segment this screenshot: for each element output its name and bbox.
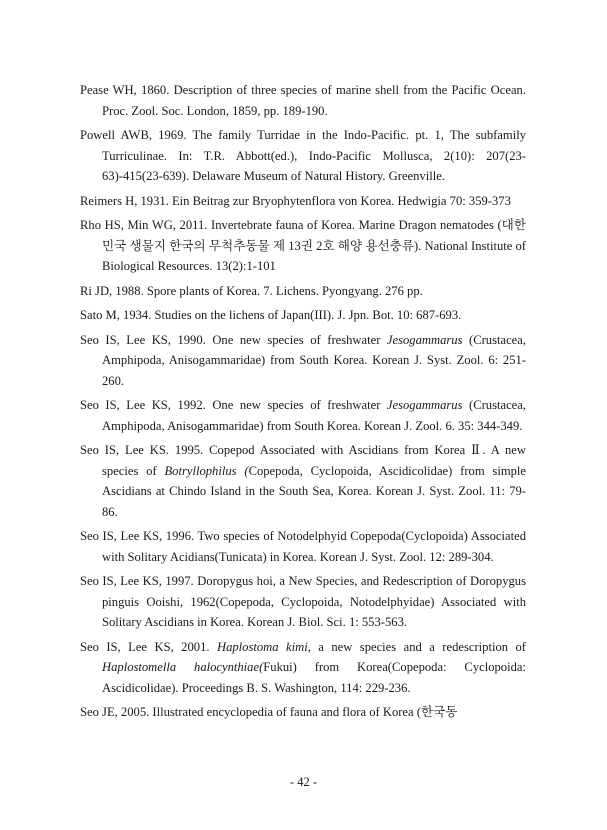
reference-entry bbox=[80, 440, 526, 522]
reference-text: Pease WH, 1860. Description of three species of marine shell from the Pacific Ocean. Proc. Zool. Soc. London, 1859, pp. 189-190. bbox=[80, 83, 526, 118]
reference-italic-text: Jesogammarus bbox=[386, 332, 463, 347]
reference-entry bbox=[80, 526, 526, 567]
reference-text: Ri JD, 1988. Spore plants of Korea. 7. Lichens. Pyongyang. 276 pp. bbox=[80, 283, 423, 298]
reference-text: , a new species and a redescription of bbox=[307, 639, 526, 654]
reference-text: Seo IS, Lee KS, 1996. Two species of Notodelphyid Copepoda(Cyclopoida) Associated with Solitary Acidians(Tunicata) in Korea. Korean J. Syst. Zool. 12: 289-304. bbox=[80, 529, 526, 564]
reference-entry bbox=[80, 702, 526, 723]
reference-italic-text: Haplostoma kimi bbox=[216, 639, 308, 654]
reference-entry bbox=[80, 125, 526, 187]
reference-text: Seo IS, Lee KS, 1992. One new species of freshwater bbox=[80, 398, 387, 412]
reference-italic-text: Botryllophilus ( bbox=[164, 463, 249, 478]
reference-text: Fukui) from Korea(Copepoda: Cyclopoida: Ascidicolidae). Proceedings B. S. Washington, 114: 229-236. bbox=[102, 660, 526, 695]
reference-entry bbox=[80, 80, 526, 121]
reference-text: Copepoda, Cyclopoida, Ascidicolidae) from simple Ascidians at Chindo Island in the South Sea, Korea. Korean J. Syst. Zool. 11: 79-86. bbox=[102, 463, 527, 519]
reference-entry bbox=[80, 215, 526, 277]
reference-entry bbox=[80, 330, 526, 392]
reference-text: Powell AWB, 1969. The family Turridae in the Indo-Pacific. pt. 1, The subfamily Turriculinae. In: T.R. Abbott(ed.), Indo-Pacific Mollusca, 2(10): 207(23-63)-415(23-639). Delaware Museum of Natural History. Greenville. bbox=[80, 128, 526, 183]
reference-text: (Crustacea, Amphipoda, Anisogammaridae) from South Korea. Korean J. Syst. Zool. 6: 251-260. bbox=[102, 332, 527, 388]
reference-text: Seo IS, Lee KS. 1995. Copepod Associated with Ascidians from Korea Ⅱ. A new species of bbox=[80, 443, 526, 478]
reference-italic-text: Jesogammarus bbox=[386, 398, 463, 412]
reference-entry bbox=[80, 395, 526, 436]
reference-text: Sato M, 1934. Studies on the lichens of Japan(III). J. Jpn. Bot. 10: 687-693. bbox=[80, 308, 462, 322]
reference-text: Seo JE, 2005. Illustrated encyclopedia of fauna and flora of Korea (한국동 bbox=[80, 705, 458, 719]
reference-text: Seo IS, Lee KS, 1990. One new species of freshwater bbox=[80, 332, 387, 347]
reference-text: Seo IS, Lee KS, 2001. bbox=[80, 639, 217, 654]
reference-list bbox=[80, 80, 526, 727]
reference-entry bbox=[80, 281, 526, 302]
reference-text: Seo IS, Lee KS, 1997. Doropygus hoi, a New Species, and Redescription of Doropygus pinguis Ooishi, 1962(Copepoda, Cyclopoida, Notodelphyidae) Associated with Solitary Ascidians in Korea. Korean J. Biol. Sci. 1: 553-563. bbox=[80, 574, 526, 629]
page-number: - 42 - bbox=[289, 775, 318, 789]
reference-text: Rho HS, Min WG, 2011. Invertebrate fauna of Korea. Marine Dragon nematodes (대한민국 생물지 한국의 무척추동물 제 13권 2호 해양 용선충류). National Institute of Biological Resources. 13(2):1-101 bbox=[80, 218, 526, 273]
reference-text: (Crustacea, Amphipoda, Anisogammaridae) from South Korea. Korean J. Zool. 6. 35: 344-349. bbox=[102, 398, 527, 433]
reference-italic-text: Haplostomella halocynthiae( bbox=[102, 660, 264, 674]
reference-entry bbox=[80, 305, 526, 326]
reference-entry bbox=[80, 637, 526, 699]
reference-entry bbox=[80, 191, 526, 212]
reference-text: Reimers H, 1931. Ein Beitrag zur Bryophytenflora von Korea. Hedwigia 70: 359-373 bbox=[80, 193, 511, 208]
reference-entry bbox=[80, 571, 526, 633]
